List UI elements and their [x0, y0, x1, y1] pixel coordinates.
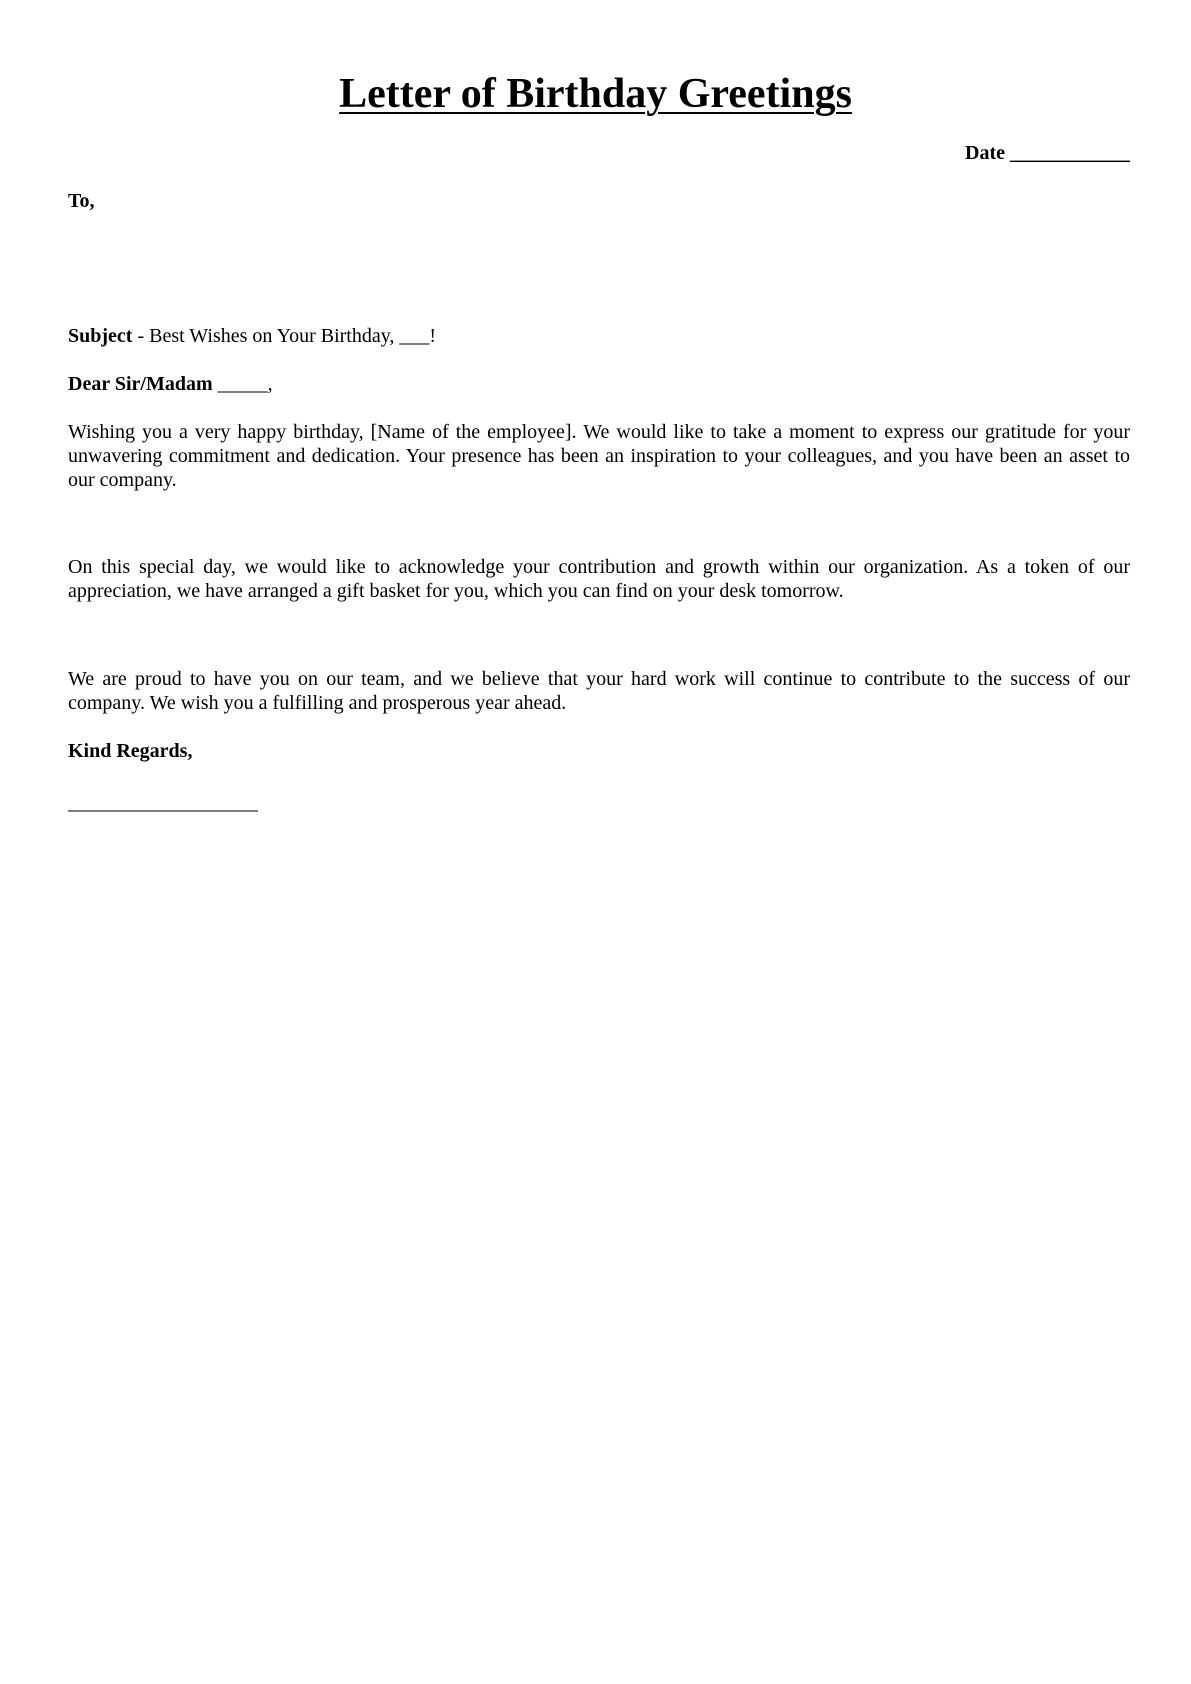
- salutation: [68, 371, 273, 397]
- recipient-label: To,: [68, 190, 95, 212]
- date-blank: ____________: [1010, 142, 1130, 164]
- page-title: [0, 68, 1191, 120]
- salutation-blank: _____,: [212, 373, 273, 395]
- body-paragraph-1: Wishing you a very happy birthday, [Name of the employee]. We would like to take a moment to express our gratitude for your unwavering commitment and dedication. Your presence has been an inspiration to your colleagues, and you have been an asset to our company.: [68, 421, 1130, 491]
- date-label: Date: [965, 142, 1005, 164]
- body-paragraph-3: We are proud to have you on our team, and we believe that your hard work will continue to contribute to the success of our company. We wish you a fulfilling and prosperous year ahead.: [68, 668, 1130, 714]
- closing: Kind Regards,: [68, 740, 193, 762]
- salutation-label: Dear Sir/Madam: [68, 373, 213, 395]
- page-title-text: Letter of Birthday Greetings: [339, 71, 852, 117]
- subject-label: Subject: [68, 325, 133, 347]
- date-line: [965, 140, 1130, 166]
- signature-line: ___________________: [68, 792, 258, 814]
- subject-text: - Best Wishes on Your Birthday, ___!: [132, 325, 437, 347]
- body-paragraph-2: On this special day, we would like to acknowledge your contribution and growth within our organization. As a token of our appreciation, we have arranged a gift basket for you, which you can find on your desk tomorrow.: [68, 556, 1130, 602]
- subject-line: [68, 323, 436, 349]
